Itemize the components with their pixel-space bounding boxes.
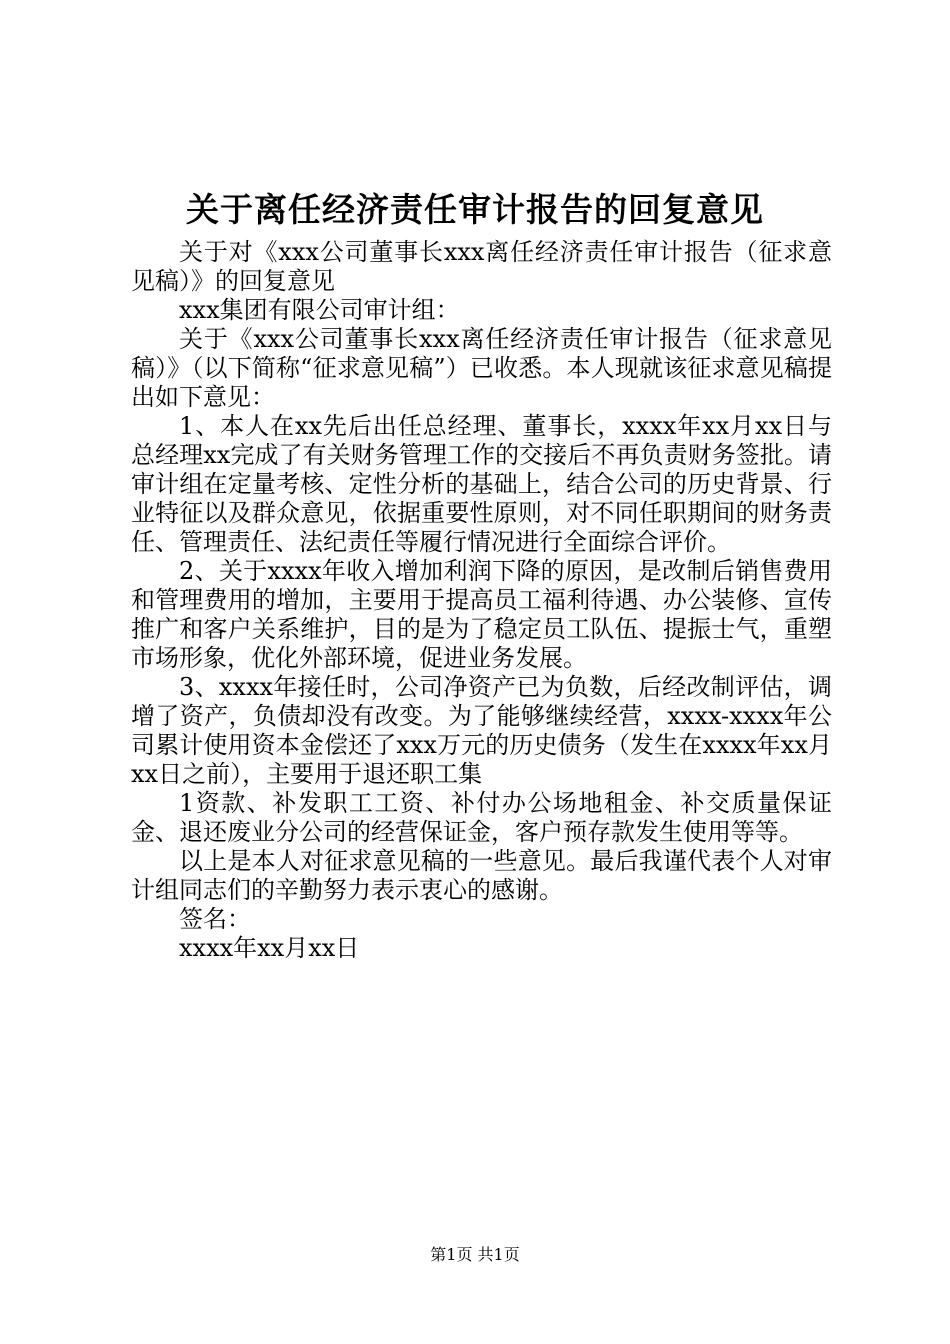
intro-paragraph: 关于《xxx公司董事长xxx离任经济责任审计报告（征求意见稿）》（以下简称“征求意见稿”）已收悉。本人现就该征求意见稿提出如下意见： (131, 325, 832, 411)
page-footer: 第1页 共1页 (430, 1245, 520, 1264)
document-body (131, 238, 832, 963)
opinion-paragraph-3-continued: 1资款、补发职工工资、补付办公场地租金、补交质量保证金、退还废业分公司的经营保证金，客户预存款发生使用等等。 (131, 789, 832, 846)
document-title: 关于离任经济责任审计报告的回复意见 (186, 190, 764, 229)
opinion-paragraph-3: 3、xxxx年接任时，公司净资产已为负数，后经改制评估，调增了资产，负债却没有改变。为了能够继续经营，xxxx-xxxx年公司累计使用资本金偿还了xxx万元的历史债务（发生在xxxx年xx月xx日之前），主要用于退还职工集 (131, 673, 832, 788)
opinion-paragraph-1: 1、本人在xx先后出任总经理、董事长，xxxx年xx月xx日与总经理xx完成了有关财务管理工作的交接后不再负责财务签批。请审计组在定量考核、定性分析的基础上，结合公司的历史背景、行业特征以及群众意见，依据重要性原则，对不同任职期间的财务责任、管理责任、法纪责任等履行情况进行全面综合评价。 (131, 412, 832, 556)
date-line: xxxx年xx月xx日 (179, 934, 360, 962)
signature-label: 签名： (179, 905, 251, 933)
opinion-paragraph-2: 2、关于xxxx年收入增加利润下降的原因，是改制后销售费用和管理费用的增加，主要用于提高员工福利待遇、办公装修、宣传推广和客户关系维护，目的是为了稳定员工队伍、提振士气，重塑市场形象，优化外部环境，促进业务发展。 (131, 557, 832, 672)
closing-paragraph: 以上是本人对征求意见稿的一些意见。最后我谨代表个人对审计组同志们的辛勤努力表示衷心的感谢。 (131, 847, 832, 904)
subject-line: 关于对《xxx公司董事长xxx离任经济责任审计报告（征求意见稿）》的回复意见 (131, 238, 832, 295)
salutation: xxx集团有限公司审计组： (179, 296, 460, 324)
